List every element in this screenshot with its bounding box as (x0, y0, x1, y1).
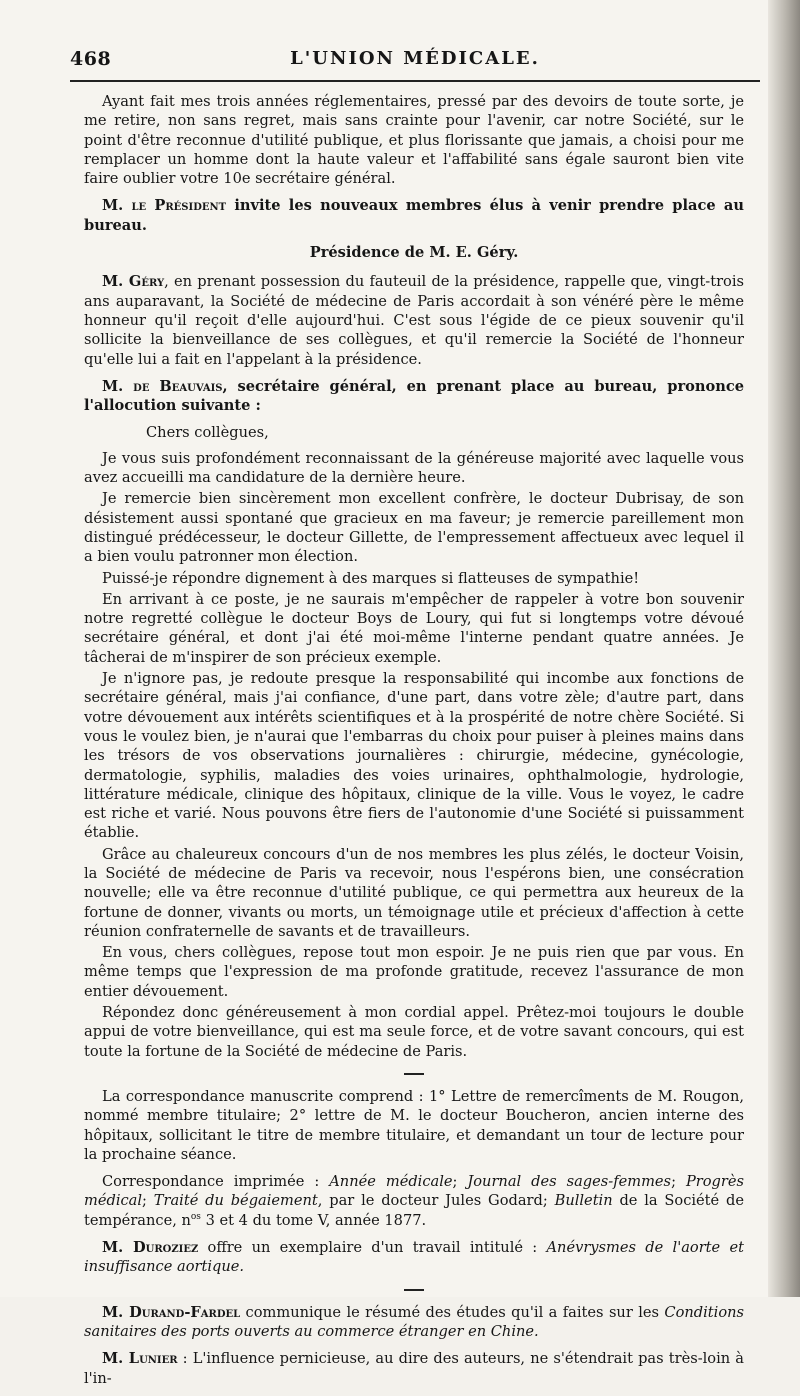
section-divider (404, 1289, 424, 1291)
text-run: Correspondance imprimée : (102, 1173, 330, 1191)
speech-paragraph-5: Je n'ignore pas, je redoute presque la responsabilité qui incombe aux fonctions de secrétaire général, mais j'ai confiance, d'une part, dans votre zèle; d'autre part, dans votre dévouement aux intérêts scientifiques et à la prospérité de notre chère Société. Si vous le voulez bien, je n'aurai que l'embarras du choix pour puiser à pleines mains dans les trésors de vos observations journalières : chirurgie, médecine, gynécologie, dermatologie, syphilis, maladies des voies urinaires, ophthalmologie, hydrologie, littérature médicale, clinique des hôpitaux, clinique de la ville. Vous le voyez, le cadre est riche et varié. Nous pouvons être fiers de l'autonomie d'une Société si puissamment établie. (84, 670, 744, 842)
speech-paragraph-8: Répondez donc généreusement à mon cordial appel. Prêtez-moi toujours le double appui de votre bienveillance, qui est ma seule force, et de votre savant concours, qui est toute la fortune de la Société de médecine de Paris. (84, 1004, 744, 1060)
publication-title: Anévrysmes de l'aorte et insuffisance aortique. (84, 1239, 744, 1276)
publication-title: Traité du bégaiement (153, 1192, 318, 1210)
paragraph-text: , en prenant possession du fauteuil de la présidence, rappelle que, vingt-trois ans auparavant, la Société de médecine de Paris accordait à son vénéré père le même honneur qu'il reçoit d'elle aujourd'hui. C'est sous l'égide de ce pieux souvenir qu'il sollicite la bienveillance de ses collègues, et qu'il remercie la Société de l'honneur qu'elle lui a fait en l'appelant à la présidence. (84, 273, 745, 368)
speech-paragraph-2: Je remercie bien sincèrement mon excellent confrère, le docteur Dubrisay, de son désistement aussi spontané que gracieux en ma faveur; je remercie pareillement mon distingué prédécesseur, le docteur Gillette, de l'empressement affectueux avec lequel il a bien voulu patronner mon élection. (84, 490, 744, 566)
paragraph-president (84, 196, 744, 235)
salutation: Chers collègues, (146, 424, 269, 442)
page-header (70, 48, 760, 78)
speaker-name: M. de Beauvais (102, 377, 223, 395)
speech-paragraph-6: Grâce au chaleureux concours d'un de nos membres les plus zélés, le docteur Voisin, la Société de médecine de Paris va recevoir, nous l'espérons bien, une consécration nouvelle; elle va être reconnue d'utilité publique, ce qui permettra aux heureux de la fortune de donner, vivants ou morts, un témoignage utile et précieux d'affection à cette réunion confraternelle de savants et de travailleurs. (84, 845, 744, 940)
paragraph-duroziez (84, 1238, 744, 1277)
text-run: ; (671, 1173, 686, 1191)
paragraph-text: , secrétaire général, en prenant place au bureau, prononce l'allocution suivante : (84, 377, 744, 415)
article-body (84, 92, 744, 1396)
publication-title: Conditions sanitaires des ports ouverts au commerce étranger en Chine. (84, 1303, 744, 1340)
publication-title: Bulletin (554, 1192, 613, 1210)
paragraph-text: invite les nouveaux membres élus à venir prendre place au bureau. (84, 197, 745, 234)
superscript: os (190, 1211, 201, 1222)
text-run: , par le docteur Jules Godard; (317, 1192, 555, 1210)
speaker-name: M. Lunier (102, 1350, 178, 1368)
speech-paragraph-1: Je vous suis profondément reconnaissant de la généreuse majorité avec laquelle vous avez accueilli ma candidature de la dernière heure. (84, 449, 744, 487)
speaker-name: M. Duroziez (102, 1239, 199, 1257)
paragraph-beauvais (84, 377, 744, 416)
paragraph-retirement: Ayant fait mes trois années réglementaires, pressé par des devoirs de toute sorte, je me retire, non sans regret, mais sans crainte pour l'avenir, car notre Société, sur le point d'être reconnue d'utilité publique, et plus florissante que jamais, a choisi pour me remplacer un homme dont la haute valeur et l'affabilité sans égale sauront bien vite faire oublier votre 10e secrétaire général. (84, 93, 744, 188)
speech-paragraph-7: En vous, chers collègues, repose tout mon espoir. Je ne puis rien que par vous. En même temps que l'expression de ma profonde gratitude, recevez l'assurance de mon entier dévouement. (84, 944, 744, 1000)
text-run: 3 et 4 du tome V, année 1877. (200, 1211, 427, 1229)
paragraph-durand-fardel (84, 1303, 744, 1342)
text-run: : L'influence pernicieuse, au dire des auteurs, ne s'étendrait pas très-loin à l'in- (84, 1350, 744, 1387)
paragraph-gery (84, 272, 744, 368)
paragraph-lunier (84, 1349, 744, 1388)
text-run: de la Société de tempérance, n (84, 1192, 744, 1229)
publication-title: Année médicale (329, 1173, 453, 1191)
publication-title: Progrès médical (84, 1173, 744, 1210)
page-number: 468 (70, 48, 112, 70)
speaker-name: M. le Président (102, 197, 227, 215)
speech-paragraph-4: En arrivant à ce poste, je ne saurais m'empêcher de rappeler à votre bon souvenir notre regretté collègue le docteur Boys de Loury, qui fut si longtemps votre dévoué secrétaire général, et dont j'ai été moi-même l'interne pendant quatre années. Je tâcherai de m'inspirer de son précieux exemple. (84, 590, 744, 666)
running-title: L'UNION MÉDICALE. (290, 48, 540, 69)
paragraph-correspondence-printed (84, 1172, 744, 1230)
text-run: communique le résumé des études qu'il a faites sur les (240, 1303, 665, 1321)
text-run: ; (142, 1192, 154, 1210)
presidence-heading: Présidence de M. E. Géry. (309, 244, 519, 262)
text-run: ; (452, 1173, 468, 1191)
header-rule (70, 80, 760, 82)
text-run: offre un exemplaire d'un travail intitulé : (198, 1239, 547, 1257)
publication-title: Journal des sages-femmes (467, 1173, 672, 1191)
section-divider (404, 1073, 424, 1075)
speaker-name: M. Durand-Fardel (102, 1303, 241, 1321)
paragraph-correspondence-manuscript: La correspondance manuscrite comprend : 1° Lettre de remercîments de M. Rougon, nommé membre titulaire; 2° lettre de M. le docteur Boucheron, ancien interne des hôpitaux, sollicitant le titre de membre titulaire, et demandant un tour de lecture pour la prochaine séance. (84, 1087, 744, 1163)
page-edge-shadow (768, 0, 800, 1297)
speaker-name: M. Géry (102, 273, 165, 291)
speech-paragraph-3: Puissé-je répondre dignement à des marques si flatteuses de sympathie! (102, 569, 640, 587)
